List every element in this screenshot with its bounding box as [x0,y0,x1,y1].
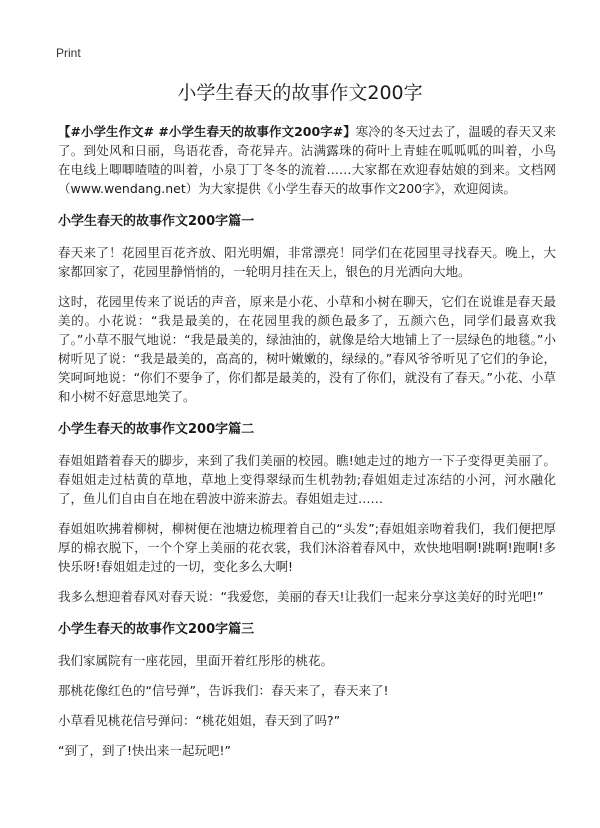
print-link[interactable]: Print [56,46,81,60]
section-3-paragraph: 小草看见桃花信号弹问：“桃花姐姐，春天到了吗?” [58,713,341,728]
section-2-paragraph: 春姐姐踏着春天的脚步，来到了我们美丽的校园。瞧!她走过的地方一下子变得更美丽了。春姐姐走过枯黄的草地，草地上变得翠绿而生机勃勃;春姐姐走过冻结的小河，河水融化了，鱼儿们自由自在地在碧波中游来游去。春姐姐走过…… [58,453,556,506]
intro-text: 寒冷的冬天过去了，温暖的春天又来了。到处风和日丽，鸟语花香，奇花异卉。沾满露珠的荷叶上青蛙在呱呱呱的叫着，小鸟在电线上唧唧喳喳的叫着，小泉丁丁冬冬的流着……大家都在欢迎春姑娘的到来。文档网（www.wendang.net）为大家提供《小学生春天的故事作文200字》，欢迎阅读。 [58,124,556,196]
section-heading-1: 小学生春天的故事作文200字篇一 [58,214,255,229]
section-2-paragraph: 春姐姐吹拂着柳树，柳树便在池塘边梳理着自己的“头发”;春姐姐亲吻着我们，我们便把厚厚的棉衣脱下，一个个穿上美丽的花衣裳，我们沐浴着春风中，欢快地唱啊!跳啊!跑啊!多快乐呀!春姐姐走过的一切，变化多么大啊! [58,521,556,574]
section-heading-2: 小学生春天的故事作文200字篇二 [58,422,255,437]
section-heading-3: 小学生春天的故事作文200字篇三 [58,622,255,637]
section-3-paragraph: 那桃花像红色的“信号弹”，告诉我们：春天来了，春天来了! [58,683,389,698]
section-2-paragraph: 我多么想迎着春风对春天说：“我爱您，美丽的春天!让我们一起来分享这美好的时光吧!” [58,589,544,604]
intro-paragraph [58,122,556,198]
section-3-paragraph: 我们家属院有一座花园，里面开着红彤彤的桃花。 [58,653,334,668]
article-body [58,122,556,771]
section-1-paragraph: 春天来了！花园里百花齐放、阳光明媚，非常漂亮！同学们在花园里寻找春天。晚上，大家都回家了，花园里静悄悄的，一轮明月挂在天上，银色的月光洒向大地。 [58,245,556,279]
intro-tags: 【#小学生作文# #小学生春天的故事作文200字#】 [58,124,356,139]
page-title: 小学生春天的故事作文200字 [177,82,423,104]
section-1-paragraph: 这时，花园里传来了说话的声音，原来是小花、小草和小树在聊天，它们在说谁是春天最美的。小花说：“我是最美的，在花园里我的颜色最多了，五颜六色，同学们最喜欢我了。”小草不服气地说：“我是最美的，绿油油的，就像是给大地铺上了一层绿色的地毯。”小树听见了说：“我是最美的，高高的，树叶嫩嫩的，绿绿的。”春风爷爷听见了它们的争论，笑呵呵地说：“你们不要争了，你们都是最美的，没有了你们，就没有了春天。”小花、小草和小树不好意思地笑了。 [58,294,556,404]
section-3-paragraph: “到了，到了!快出来一起玩吧!” [58,743,231,758]
